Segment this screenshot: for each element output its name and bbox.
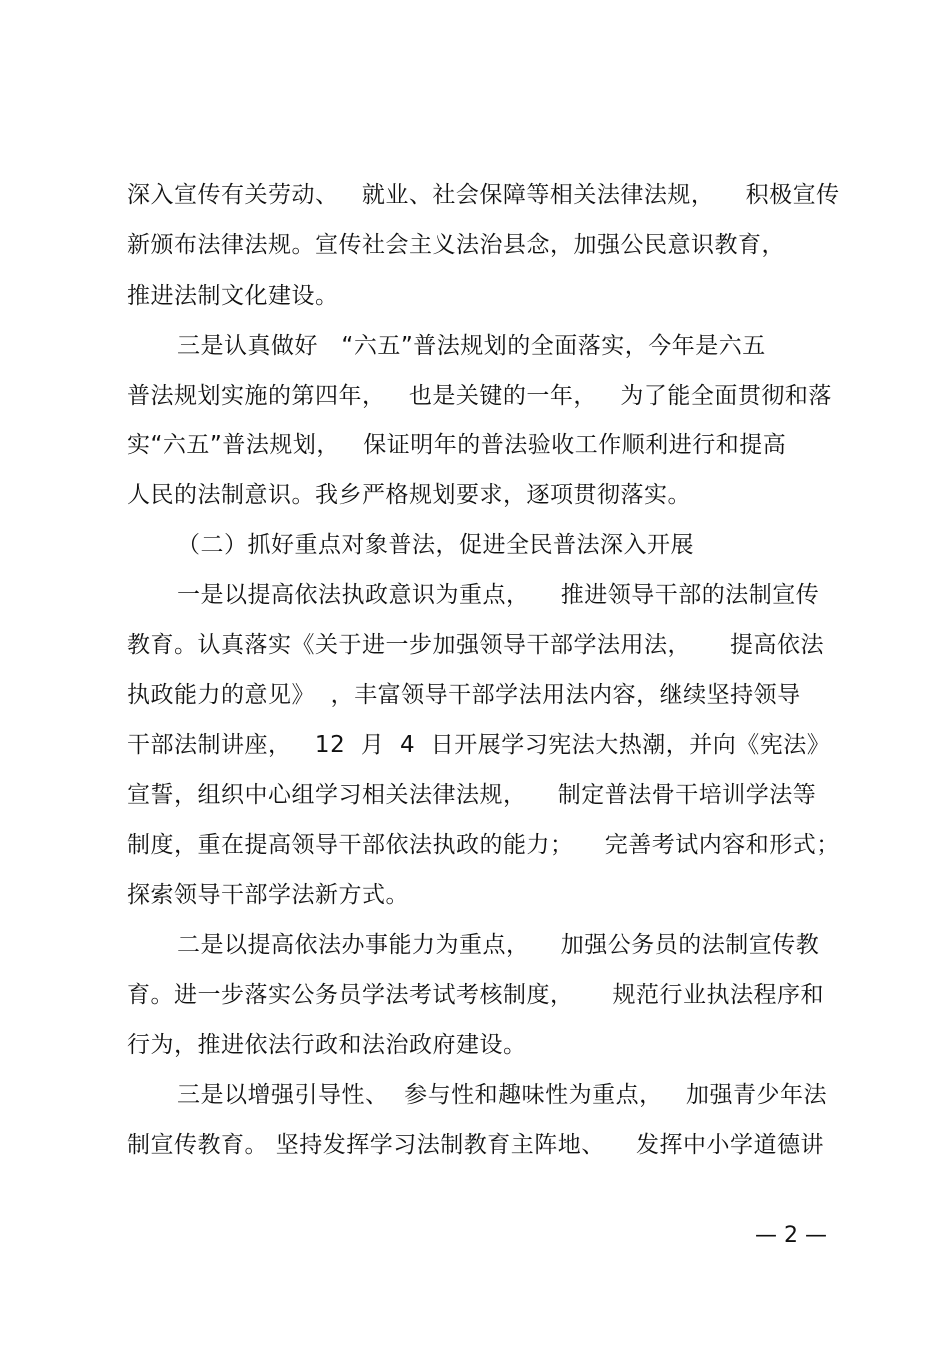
text-line: 育。进一步落实公务员学法考试考核制度， 规范行业执法程序和 — [127, 982, 825, 1008]
text-line: 人民的法制意识。我乡严格规划要求，逐项贯彻落实。 — [127, 482, 691, 508]
text-line: 普法规划实施的第四年， 也是关键的一年， 为了能全面贯彻和落 — [127, 383, 832, 409]
text-line: 实“六五”普法规划， 保证明年的普法验收工作顺利进行和提高 — [127, 432, 787, 458]
text-line: 宣誓，组织中心组学习相关法律法规， 制定普法骨干培训学法等 — [127, 782, 817, 808]
text-line: 行为，推进依法行政和法治政府建设。 — [127, 1032, 527, 1058]
text-line: 制度，重在提高领导干部依法执政的能力； 完善考试内容和形式； — [127, 832, 840, 858]
text-line: 探索领导干部学法新方式。 — [127, 882, 409, 908]
section-heading: （二）抓好重点对象普法，促进全民普法深入开展 — [177, 532, 694, 558]
text-line: 一是以提高依法执政意识为重点， 推进领导干部的法制宣传 — [177, 582, 820, 608]
text-line: 三是以增强引导性、 参与性和趣味性为重点， 加强青少年法 — [177, 1082, 828, 1108]
text-line: 教育。认真落实《关于进一步加强领导干部学法用法， 提高依法 — [127, 632, 825, 658]
text-line: 深入宣传有关劳动、 就业、社会保障等相关法律法规， 积极宣传 — [127, 182, 840, 208]
text-line: 推进法制文化建设。 — [127, 283, 339, 309]
text-line: 制宣传教育。 坚持发挥学习法制教育主阵地、 发挥中小学道德讲 — [127, 1132, 825, 1158]
page-number: — 2 — — [755, 1223, 827, 1248]
text-line: 新颁布法律法规。宣传社会主义法治县念，加强公民意识教育， — [127, 232, 785, 258]
text-line: 执政能力的意见》 ，丰富领导干部学法用法内容，继续坚持领导 — [127, 682, 801, 708]
text-line: 干部法制讲座， 12 月 4 日开展学习宪法大热潮，并向《宪法》 — [127, 732, 831, 758]
text-line: 二是以提高依法办事能力为重点， 加强公务员的法制宣传教 — [177, 932, 820, 958]
text-line: 三是认真做好 “六五”普法规划的全面落实，今年是六五 — [177, 333, 766, 359]
